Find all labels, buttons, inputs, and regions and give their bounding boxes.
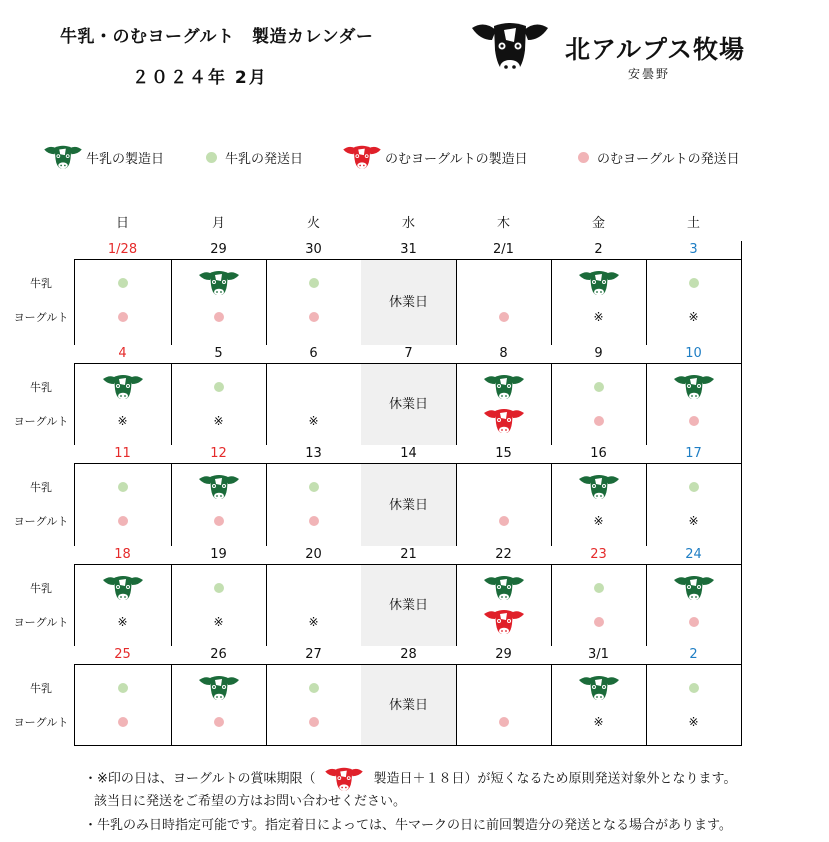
no-shipping-note-mark: ※: [688, 715, 699, 729]
day-number: 15: [456, 445, 551, 464]
day-number: 23: [551, 546, 646, 565]
milk-shipping-dot-icon: [689, 683, 699, 693]
day-number: 13: [266, 445, 361, 464]
day-number: 4: [74, 345, 171, 364]
yogurt-shipping-dot-icon: [499, 312, 509, 322]
day-number: 28: [361, 646, 456, 665]
cow-green-icon: [482, 572, 526, 604]
cow-green-icon: [577, 267, 621, 299]
day-number: 24: [646, 546, 741, 565]
cow-green-icon: [197, 267, 241, 299]
closed-day-label: 休業日: [388, 497, 428, 513]
cow-green-icon: [197, 471, 241, 503]
calendar-day-cell: [456, 345, 552, 446]
day-number: 18: [74, 546, 171, 565]
calendar-day-cell: [646, 546, 742, 647]
day-number: 27: [266, 646, 361, 665]
day-number: 3: [646, 241, 741, 260]
legend-milk-shipping: [206, 142, 303, 172]
yogurt-shipping-dot-icon: [214, 312, 224, 322]
day-number: 2: [646, 646, 741, 665]
day-number: 25: [74, 646, 171, 665]
calendar-day-cell: [74, 546, 172, 647]
day-number: 2: [551, 241, 646, 260]
green-dot-icon: [206, 152, 217, 163]
weekday-header: 水: [401, 216, 415, 231]
calendar-day-cell: [456, 546, 552, 647]
calendar-day-cell: [551, 345, 647, 446]
calendar-day-cell: [266, 546, 362, 647]
day-number: 5: [171, 345, 266, 364]
row-label-milk: 牛乳: [30, 682, 52, 695]
weekday-header: 火: [306, 216, 320, 231]
day-number: 8: [456, 345, 551, 364]
row-label-yogurt: ヨーグルト: [13, 415, 69, 428]
calendar-day-cell: [456, 646, 552, 746]
day-number: 12: [171, 445, 266, 464]
row-label-milk: 牛乳: [30, 381, 52, 394]
brand-cow-logo-icon: [470, 18, 550, 80]
no-shipping-note-mark: ※: [308, 414, 319, 428]
milk-shipping-dot-icon: [594, 583, 604, 593]
no-shipping-note-mark: ※: [213, 615, 224, 629]
legend-label: 牛乳の製造日: [86, 151, 165, 167]
calendar-day-cell: [551, 546, 647, 647]
yogurt-shipping-dot-icon: [309, 717, 319, 727]
calendar-day-cell: [646, 646, 742, 746]
yogurt-shipping-dot-icon: [214, 516, 224, 526]
yogurt-shipping-dot-icon: [309, 312, 319, 322]
closed-day-label: 休業日: [388, 598, 428, 613]
no-shipping-note-mark: ※: [688, 310, 699, 324]
calendar-day-cell: [361, 445, 457, 547]
calendar-day-cell: [74, 241, 172, 346]
no-shipping-note-mark: ※: [593, 715, 604, 729]
day-number: 16: [551, 445, 646, 464]
legend-label: のむヨーグルトの製造日: [385, 151, 528, 167]
weekday-header: 月: [211, 216, 225, 231]
milk-shipping-dot-icon: [309, 482, 319, 492]
page-subtitle: ２０２４年 2月: [132, 68, 268, 88]
legend-milk-production: [42, 142, 164, 172]
row-label-milk: 牛乳: [30, 277, 52, 290]
calendar-day-cell: [646, 445, 742, 547]
calendar-day-cell: [171, 345, 267, 446]
day-number: 26: [171, 646, 266, 665]
cow-green-icon: [672, 572, 716, 604]
footnote-3: ・牛乳のみ日時指定可能です。指定着日によっては、牛マークの日に前回製造分の発送となる場合があります。: [84, 818, 732, 833]
no-shipping-note-mark: ※: [688, 514, 699, 528]
milk-shipping-dot-icon: [118, 278, 128, 288]
day-number: 9: [551, 345, 646, 364]
yogurt-shipping-dot-icon: [594, 617, 604, 627]
yogurt-shipping-dot-icon: [214, 717, 224, 727]
cow-green-icon: [101, 371, 145, 403]
calendar-day-cell: [171, 646, 267, 746]
row-label-yogurt: ヨーグルト: [13, 311, 69, 324]
row-label-milk: 牛乳: [30, 582, 52, 595]
footnote-text: 製造日＋１８日）が短くなるため原則発送対象外となります。: [373, 771, 737, 787]
cow-red-icon: [482, 606, 526, 638]
no-shipping-note-mark: ※: [593, 310, 604, 324]
calendar-day-cell: [74, 445, 172, 547]
cow-green-icon: [482, 371, 526, 403]
legend-label: のむヨーグルトの発送日: [597, 151, 740, 167]
calendar-day-cell: [266, 241, 362, 346]
calendar-grid: [74, 241, 741, 745]
yogurt-shipping-dot-icon: [499, 717, 509, 727]
calendar-day-cell: [551, 445, 647, 547]
pink-dot-icon: [578, 152, 589, 163]
calendar-day-cell: [266, 445, 362, 547]
calendar-day-cell: [266, 646, 362, 746]
yogurt-shipping-dot-icon: [118, 516, 128, 526]
milk-shipping-dot-icon: [118, 683, 128, 693]
no-shipping-note-mark: ※: [117, 615, 128, 629]
day-number: 6: [266, 345, 361, 364]
yogurt-shipping-dot-icon: [118, 717, 128, 727]
yogurt-shipping-dot-icon: [689, 617, 699, 627]
cow-green-icon: [42, 142, 84, 172]
day-number: 30: [266, 241, 361, 260]
day-number: 7: [361, 345, 456, 364]
calendar-day-cell: [361, 345, 457, 446]
day-number: 29: [456, 646, 551, 665]
legend-yogurt-production: [341, 142, 528, 172]
weekday-header: 土: [686, 216, 700, 231]
calendar-day-cell: [551, 646, 647, 746]
weekday-header: 木: [496, 216, 510, 231]
day-number: 22: [456, 546, 551, 565]
legend-yogurt-shipping: [578, 142, 740, 172]
brand-name: 北アルプス牧場: [565, 35, 746, 64]
day-number: 1/28: [74, 241, 171, 260]
yogurt-shipping-dot-icon: [594, 416, 604, 426]
yogurt-shipping-dot-icon: [309, 516, 319, 526]
closed-day-label: 休業日: [388, 397, 428, 412]
milk-shipping-dot-icon: [689, 278, 699, 288]
day-number: 2/1: [456, 241, 551, 260]
cow-green-icon: [672, 371, 716, 403]
no-shipping-note-mark: ※: [213, 414, 224, 428]
day-number: 17: [646, 445, 741, 464]
page-title: 牛乳・のむヨーグルト 製造カレンダー: [60, 27, 374, 47]
brand-location: 安曇野: [628, 67, 671, 81]
row-label-yogurt: ヨーグルト: [13, 616, 69, 629]
milk-shipping-dot-icon: [594, 382, 604, 392]
calendar-day-cell: [171, 241, 267, 346]
cow-green-icon: [197, 672, 241, 704]
cow-green-icon: [577, 471, 621, 503]
footnote-2: 該当日に発送をご希望の方はお問い合わせください。: [94, 794, 407, 809]
day-number: 21: [361, 546, 456, 565]
calendar-day-cell: [456, 241, 552, 346]
no-shipping-note-mark: ※: [593, 514, 604, 528]
no-shipping-note-mark: ※: [308, 615, 319, 629]
legend-label: 牛乳の発送日: [225, 151, 304, 167]
calendar-day-cell: [171, 445, 267, 547]
calendar-day-cell: [646, 345, 742, 446]
day-number: 20: [266, 546, 361, 565]
closed-day-label: 休業日: [388, 697, 428, 713]
footnote-text: ・※印の日は、ヨーグルトの賞味期限（: [84, 771, 316, 787]
cow-red-icon: [482, 405, 526, 437]
weekday-header: 日: [115, 216, 129, 231]
milk-shipping-dot-icon: [309, 278, 319, 288]
calendar-day-cell: [266, 345, 362, 446]
calendar-day-cell: [361, 241, 457, 346]
day-number: 14: [361, 445, 456, 464]
calendar-day-cell: [74, 345, 172, 446]
day-number: 3/1: [551, 646, 646, 665]
calendar-day-cell: [171, 546, 267, 647]
weekday-header: 金: [591, 216, 605, 231]
milk-shipping-dot-icon: [118, 482, 128, 492]
cow-green-icon: [577, 672, 621, 704]
day-number: 29: [171, 241, 266, 260]
calendar-day-cell: [74, 646, 172, 746]
milk-shipping-dot-icon: [689, 482, 699, 492]
row-label-milk: 牛乳: [30, 481, 52, 494]
milk-shipping-dot-icon: [309, 683, 319, 693]
day-number: 11: [74, 445, 171, 464]
calendar-day-cell: [456, 445, 552, 547]
closed-day-label: 休業日: [388, 295, 428, 310]
yogurt-shipping-dot-icon: [689, 416, 699, 426]
yogurt-shipping-dot-icon: [118, 312, 128, 322]
milk-shipping-dot-icon: [214, 382, 224, 392]
cow-red-icon: [341, 142, 383, 172]
no-shipping-note-mark: ※: [117, 414, 128, 428]
day-number: 10: [646, 345, 741, 364]
calendar-day-cell: [646, 241, 742, 346]
day-number: 31: [361, 241, 456, 260]
calendar-day-cell: [551, 241, 647, 346]
cow-green-icon: [101, 572, 145, 604]
calendar-day-cell: [361, 546, 457, 647]
milk-shipping-dot-icon: [214, 583, 224, 593]
row-label-yogurt: ヨーグルト: [13, 515, 69, 528]
row-label-yogurt: ヨーグルト: [13, 716, 69, 729]
day-number: 19: [171, 546, 266, 565]
calendar-day-cell: [361, 646, 457, 746]
yogurt-shipping-dot-icon: [499, 516, 509, 526]
